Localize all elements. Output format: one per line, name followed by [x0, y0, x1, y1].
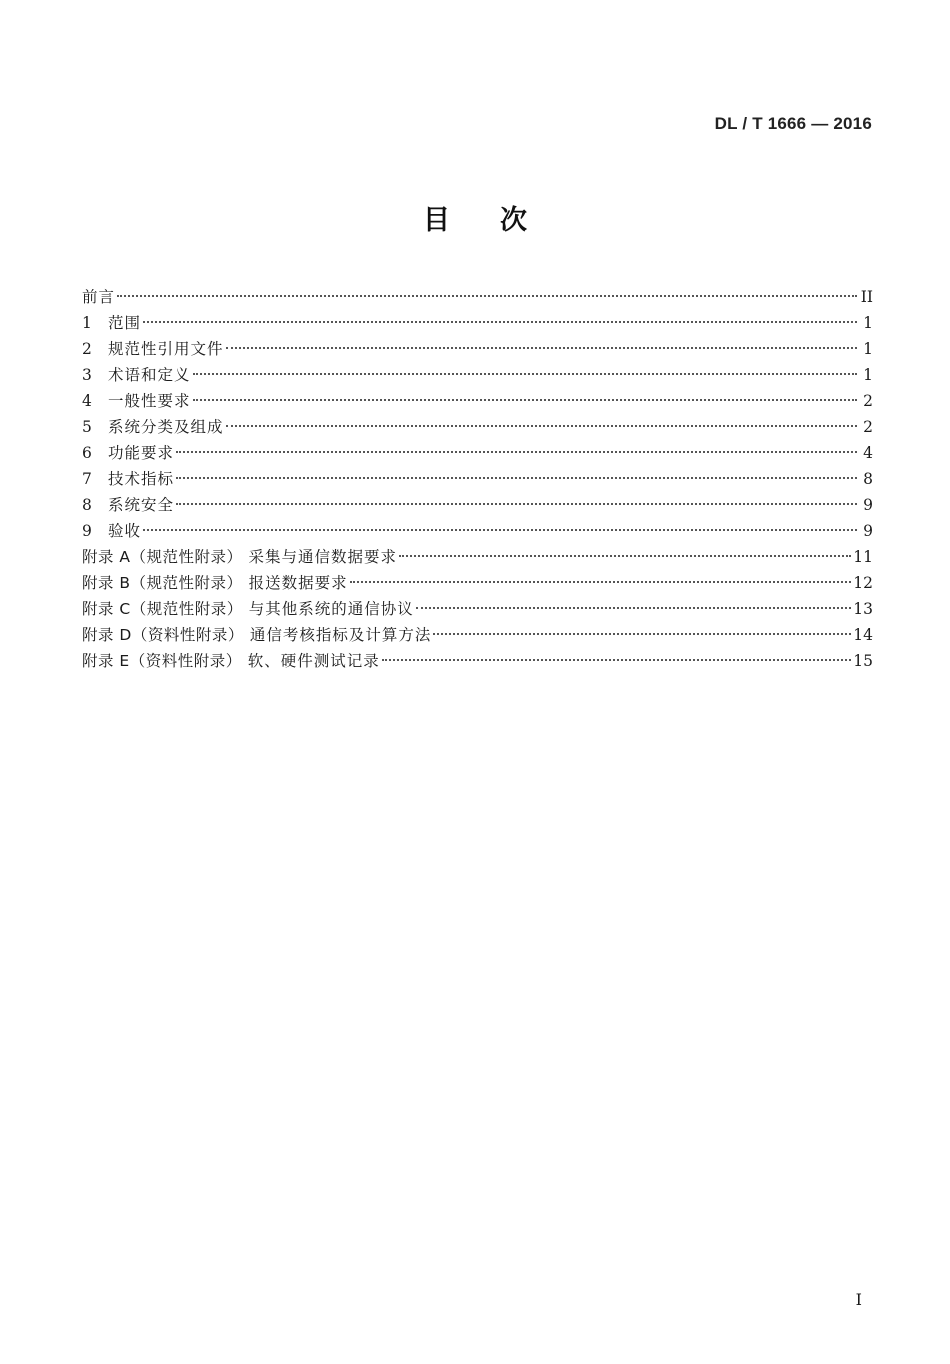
toc-entry-title: 一般性要求	[108, 392, 191, 410]
toc-entry[interactable]	[82, 648, 873, 674]
toc-entry[interactable]	[82, 440, 873, 466]
toc-entry-number: 5	[82, 418, 92, 436]
toc-dot-leader	[399, 555, 851, 557]
toc-dot-leader	[117, 295, 857, 297]
toc-entry-title: 软、硬件测试记录	[247, 652, 380, 670]
toc-entry[interactable]	[82, 284, 873, 310]
toc-entry-title: 功能要求	[108, 444, 175, 462]
toc-entry-page: 2	[863, 392, 873, 410]
toc-entry[interactable]	[82, 466, 873, 492]
toc-entry-title: 规范性引用文件	[108, 340, 224, 358]
toc-dot-leader	[433, 633, 851, 635]
toc-entry-number: 9	[82, 522, 92, 540]
toc-entry[interactable]	[82, 414, 873, 440]
toc-dot-leader	[382, 659, 852, 661]
toc-entry-number: 7	[82, 470, 92, 488]
toc-entry-annex-label: 附录 C（规范性附录）	[82, 600, 243, 618]
toc-entry-title: 系统分类及组成	[108, 418, 224, 436]
toc-entry[interactable]	[82, 544, 873, 570]
toc-entry[interactable]	[82, 518, 873, 544]
toc-entry[interactable]	[82, 388, 873, 414]
table-of-contents	[82, 284, 873, 674]
toc-entry-page: 15	[853, 652, 873, 670]
document-code: DL / T 1666 — 2016	[714, 114, 872, 133]
toc-entry-number: 2	[82, 340, 92, 358]
toc-entry-page: 1	[863, 366, 873, 384]
toc-entry-title: 报送数据要求	[248, 574, 348, 592]
toc-entry-title: 与其他系统的通信协议	[248, 600, 414, 618]
toc-dot-leader	[143, 529, 857, 531]
toc-entry-title: 技术指标	[108, 470, 175, 488]
toc-entry-title: 采集与通信数据要求	[248, 548, 398, 566]
toc-entry[interactable]	[82, 310, 873, 336]
toc-entry-page: 8	[863, 470, 873, 488]
toc-entry-annex-label: 附录 E（资料性附录）	[82, 652, 242, 670]
toc-dot-leader	[176, 451, 857, 453]
toc-dot-leader	[226, 425, 857, 427]
toc-entry-title: 系统安全	[108, 496, 175, 514]
toc-entry-page: 12	[853, 574, 873, 592]
toc-entry-page: 13	[853, 600, 873, 618]
toc-entry-number: 8	[82, 496, 92, 514]
toc-entry-annex-label: 附录 D（资料性附录）	[82, 626, 244, 644]
toc-entry-page: 1	[863, 340, 873, 358]
toc-entry-page: 9	[863, 522, 873, 540]
toc-dot-leader	[176, 477, 857, 479]
toc-entry-number: 6	[82, 444, 92, 462]
toc-entry-title: 通信考核指标及计算方法	[249, 626, 432, 644]
toc-entry-title: 前言	[82, 288, 116, 306]
toc-entry-page: 11	[853, 548, 873, 566]
toc-dot-leader	[350, 581, 852, 583]
toc-entry-title: 验收	[108, 522, 142, 540]
page-number: I	[855, 1290, 862, 1309]
toc-entry[interactable]	[82, 336, 873, 362]
toc-entry[interactable]	[82, 622, 873, 648]
toc-entry-title: 范围	[108, 314, 142, 332]
toc-entry-page: 4	[863, 444, 873, 462]
toc-dot-leader	[193, 399, 857, 401]
toc-entry-annex-label: 附录 A（规范性附录）	[82, 548, 243, 566]
toc-entry-page: 1	[863, 314, 873, 332]
toc-dot-leader	[176, 503, 857, 505]
toc-entry-annex-label: 附录 B（规范性附录）	[82, 574, 243, 592]
toc-entry-page: 9	[863, 496, 873, 514]
toc-entry-page: 2	[863, 418, 873, 436]
toc-entry-number: 4	[82, 392, 92, 410]
toc-entry-page: II	[860, 288, 873, 306]
toc-entry-page: 14	[853, 626, 873, 644]
toc-dot-leader	[416, 607, 851, 609]
toc-dot-leader	[226, 347, 857, 349]
toc-entry[interactable]	[82, 596, 873, 622]
toc-title: 目次	[423, 205, 577, 236]
toc-entry[interactable]	[82, 570, 873, 596]
toc-dot-leader	[143, 321, 857, 323]
toc-entry[interactable]	[82, 492, 873, 518]
toc-dot-leader	[193, 373, 857, 375]
toc-entry-title: 术语和定义	[108, 366, 191, 384]
toc-entry[interactable]	[82, 362, 873, 388]
toc-entry-number: 3	[82, 366, 92, 384]
toc-entry-number: 1	[82, 314, 92, 332]
